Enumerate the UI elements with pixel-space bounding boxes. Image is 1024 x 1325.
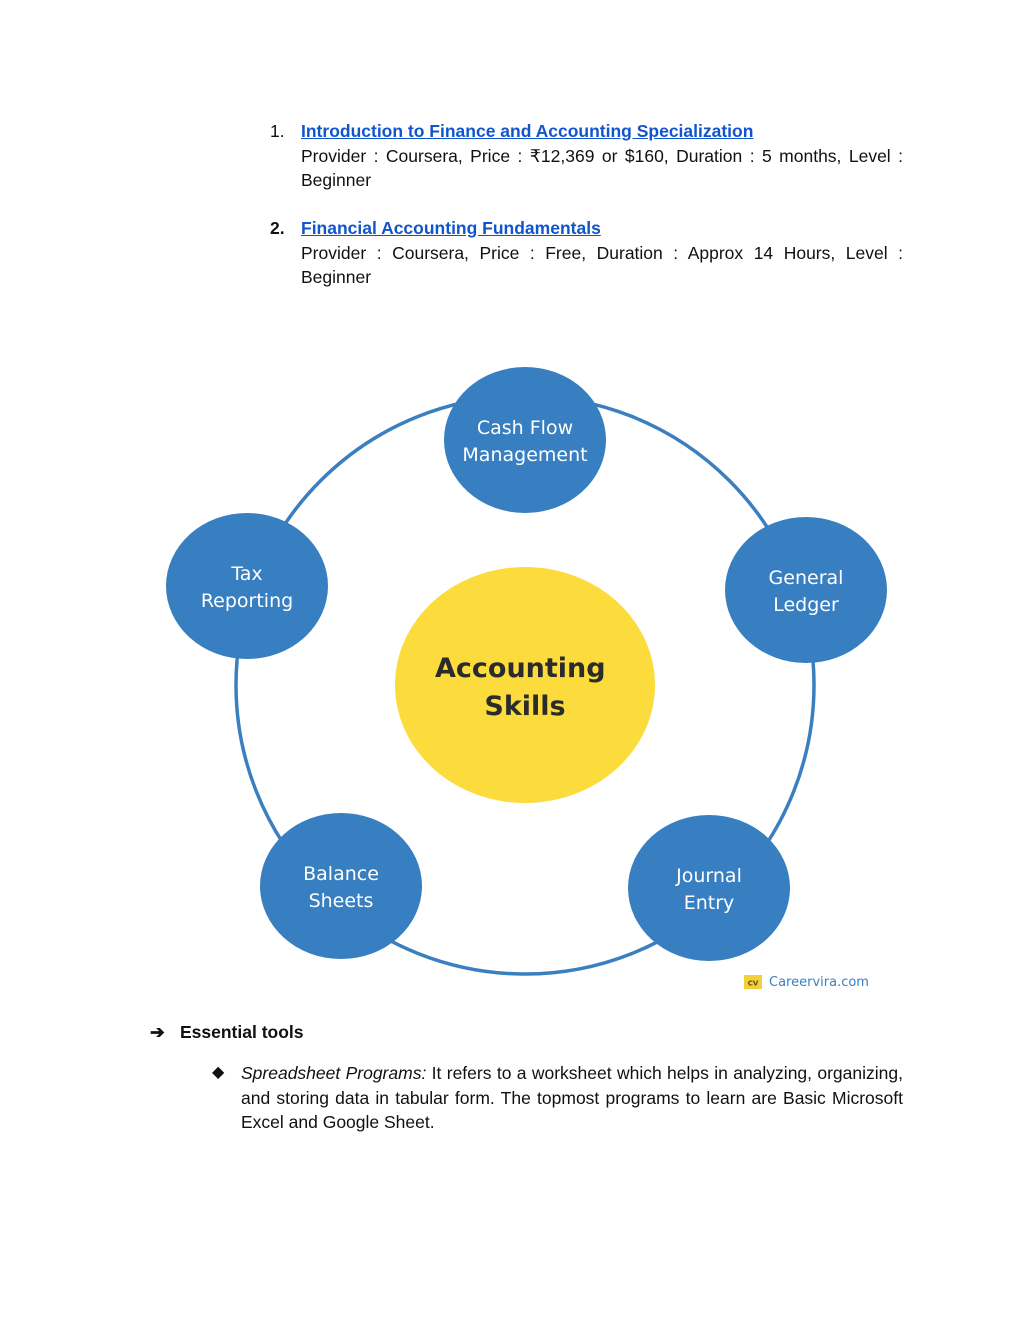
- node-label-line: Tax: [231, 563, 263, 585]
- node-label-line: Balance: [303, 863, 379, 885]
- course-link-intro-finance[interactable]: Introduction to Finance and Accounting Specialization: [301, 121, 754, 141]
- node-label-line: Sheets: [308, 890, 374, 912]
- list-number: 1.: [270, 121, 285, 141]
- node-label-line: Entry: [683, 892, 735, 914]
- careervira-watermark: [744, 975, 869, 990]
- course-item-2: [270, 216, 903, 290]
- center-bubble: [395, 567, 655, 803]
- course-meta: Provider : Coursera, Price : ₹12,369 or $160, Duration : 5 months, Level : Beginner: [301, 145, 903, 190]
- section-heading-essential-tools: [150, 1020, 304, 1044]
- node-label-line: General: [768, 567, 844, 589]
- node-bubble: [444, 367, 606, 513]
- node-label-line: Ledger: [773, 594, 839, 616]
- node-label-line: Reporting: [200, 590, 294, 612]
- node-bubble: [166, 513, 328, 659]
- cv-badge-text: CV: [747, 979, 759, 988]
- tool-term: Spreadsheet Programs:: [241, 1063, 427, 1083]
- watermark-text: Careervira.com: [769, 975, 869, 990]
- course-link-financial-accounting[interactable]: Financial Accounting Fundamentals: [301, 218, 601, 238]
- node-bubble: [628, 815, 790, 961]
- node-label-line: Cash Flow: [476, 417, 574, 439]
- list-number: 2.: [270, 218, 285, 238]
- course-item-1: [270, 119, 903, 193]
- center-label-line: Accounting: [434, 653, 606, 684]
- tool-description: It refers to a worksheet which helps in analyzing, organizing, and storing data in tabular form. The topmost programs to learn are Basic Microsoft Excel and Google Sheet.: [241, 1063, 903, 1132]
- center-label-line: Skills: [484, 691, 566, 722]
- node-label-line: Management: [462, 444, 588, 466]
- node-balance-sheets: [260, 813, 422, 959]
- node-journal-entry: [628, 815, 790, 961]
- node-general-ledger: [725, 517, 887, 663]
- course-meta: Provider : Coursera, Price : Free, Duration : Approx 14 Hours, Level : Beginner: [301, 242, 903, 287]
- node-bubble: [260, 813, 422, 959]
- tool-item-spreadsheet: [212, 1061, 903, 1135]
- node-cash-flow-management: [444, 367, 606, 513]
- node-tax-reporting: [166, 513, 328, 659]
- section-heading-text: Essential tools: [180, 1022, 304, 1042]
- arrow-right-icon: ➔: [150, 1022, 165, 1042]
- node-bubble: [725, 517, 887, 663]
- node-label-line: Journal: [676, 865, 742, 887]
- accounting-skills-diagram: [140, 355, 900, 995]
- diamond-bullet-icon: ◆: [212, 1064, 225, 1081]
